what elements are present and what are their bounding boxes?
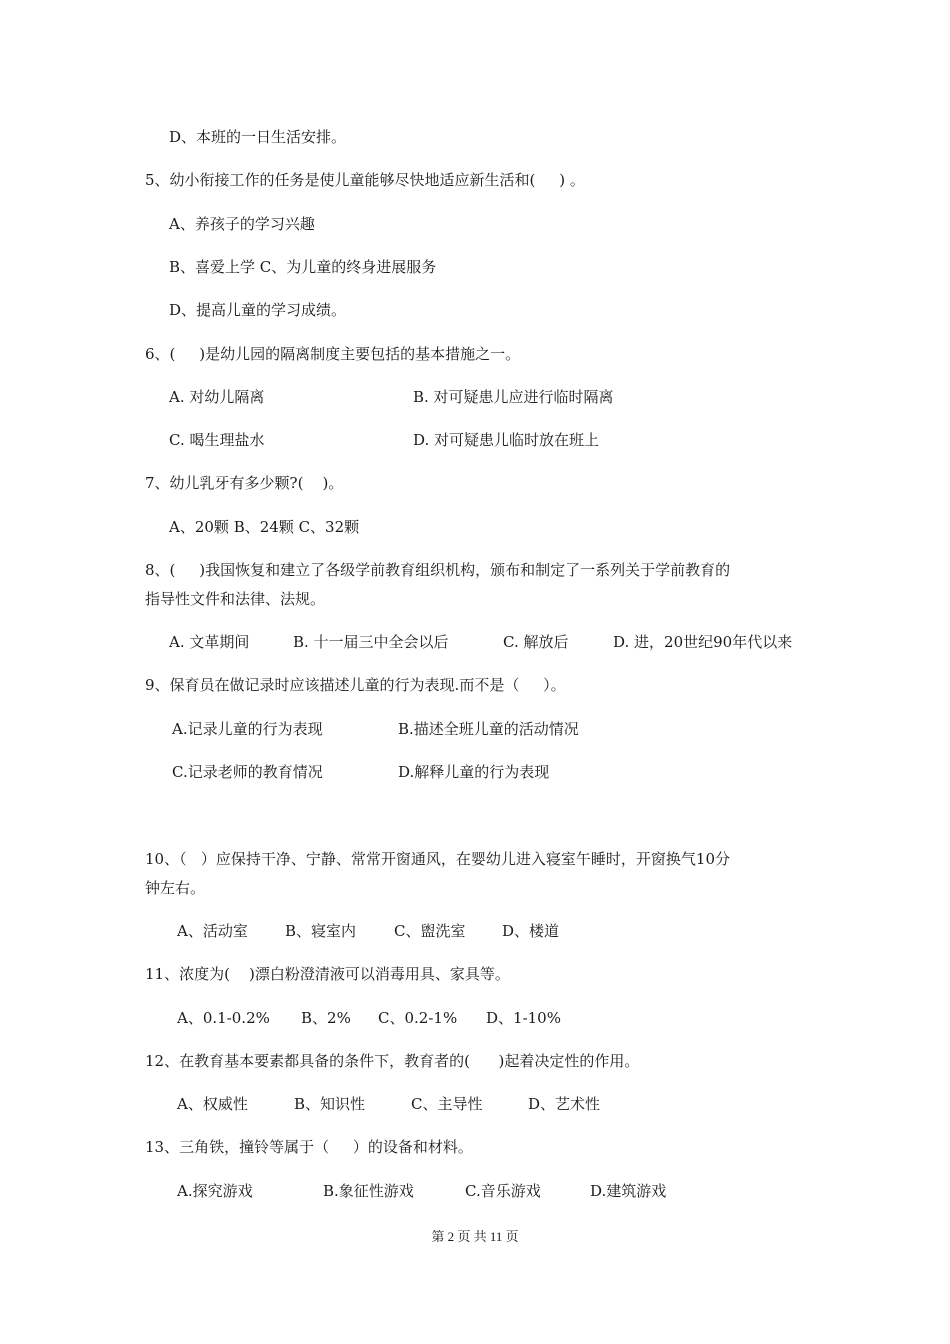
q9-option-d: D.解释儿童的行为表现 [398,763,550,781]
page-number-footer: 第 2 页 共 11 页 [431,1229,519,1244]
q5-option-a: A、养孩子的学习兴趣 [169,215,315,233]
q8-stem-line1: 8、( )我国恢复和建立了各级学前教育组织机构，颁布和制定了一系列关于学前教育的 [145,561,731,579]
q9-stem: 9、保育员在做记录时应该描述儿童的行为表现.而不是（ ）。 [145,676,566,694]
q9-option-b: B.描述全班儿童的活动情况 [398,720,579,738]
q5-option-bc: B、喜爱上学 C、为儿童的终身进展服务 [169,258,437,276]
q12-option-a: A、权威性 [177,1095,248,1113]
q9-option-a: A.记录儿童的行为表现 [172,720,323,738]
q13-stem: 13、三角铁，撞铃等属于（ ）的设备和材料。 [145,1138,473,1156]
q10-option-a: A、活动室 [177,922,248,940]
q6-option-c: C. 喝生理盐水 [169,431,265,449]
q13-option-d: D.建筑游戏 [590,1182,667,1200]
q5-stem: 5、幼小衔接工作的任务是使儿童能够尽快地适应新生活和( ) 。 [145,171,585,189]
q6-option-a: A. 对幼儿隔离 [169,388,265,406]
q8-option-d: D. 进，20世纪90年代以来 [613,633,793,651]
q13-option-b: B.象征性游戏 [323,1182,414,1200]
q12-stem: 12、在教育基本要素都具备的条件下，教育者的( )起着决定性的作用。 [145,1052,640,1070]
q10-stem-line1: 10、（ ）应保持干净、宁静、常常开窗通风，在婴幼儿进入寝室午睡时，开窗换气10分 [145,850,730,868]
q5-option-d: D、提高儿童的学习成绩。 [169,301,347,319]
q9-option-c: C.记录老师的教育情况 [172,763,323,781]
q11-option-d: D、1-10% [486,1009,561,1027]
q11-option-b: B、2% [301,1009,351,1027]
q12-option-c: C、主导性 [411,1095,483,1113]
q8-option-a: A. 文革期间 [169,633,250,651]
q10-option-c: C、盥洗室 [394,922,466,940]
q6-stem: 6、( )是幼儿园的隔离制度主要包括的基本措施之一。 [145,345,521,363]
q10-option-d: D、楼道 [502,922,560,940]
q4-option-d: D、本班的一日生活安排。 [169,128,347,146]
q10-option-b: B、寝室内 [285,922,357,940]
q8-option-c: C. 解放后 [503,633,569,651]
q11-option-a: A、0.1-0.2% [177,1009,270,1027]
q11-option-c: C、0.2-1% [378,1009,458,1027]
q10-stem-line2: 钟左右。 [145,879,206,897]
q7-options: A、20颗 B、24颗 C、32颗 [169,518,360,536]
q11-stem: 11、浓度为( )漂白粉澄清液可以消毒用具、家具等。 [145,965,510,983]
q13-option-a: A.探究游戏 [177,1182,253,1200]
q6-option-d: D. 对可疑患儿临时放在班上 [413,431,600,449]
q8-stem-line2: 指导性文件和法律、法规。 [145,590,326,608]
q8-option-b: B. 十一届三中全会以后 [293,633,449,651]
q12-option-d: D、艺术性 [528,1095,601,1113]
q13-option-c: C.音乐游戏 [465,1182,541,1200]
q6-option-b: B. 对可疑患儿应进行临时隔离 [413,388,614,406]
q12-option-b: B、知识性 [294,1095,366,1113]
q7-stem: 7、幼儿乳牙有多少颗?( )。 [145,474,344,492]
